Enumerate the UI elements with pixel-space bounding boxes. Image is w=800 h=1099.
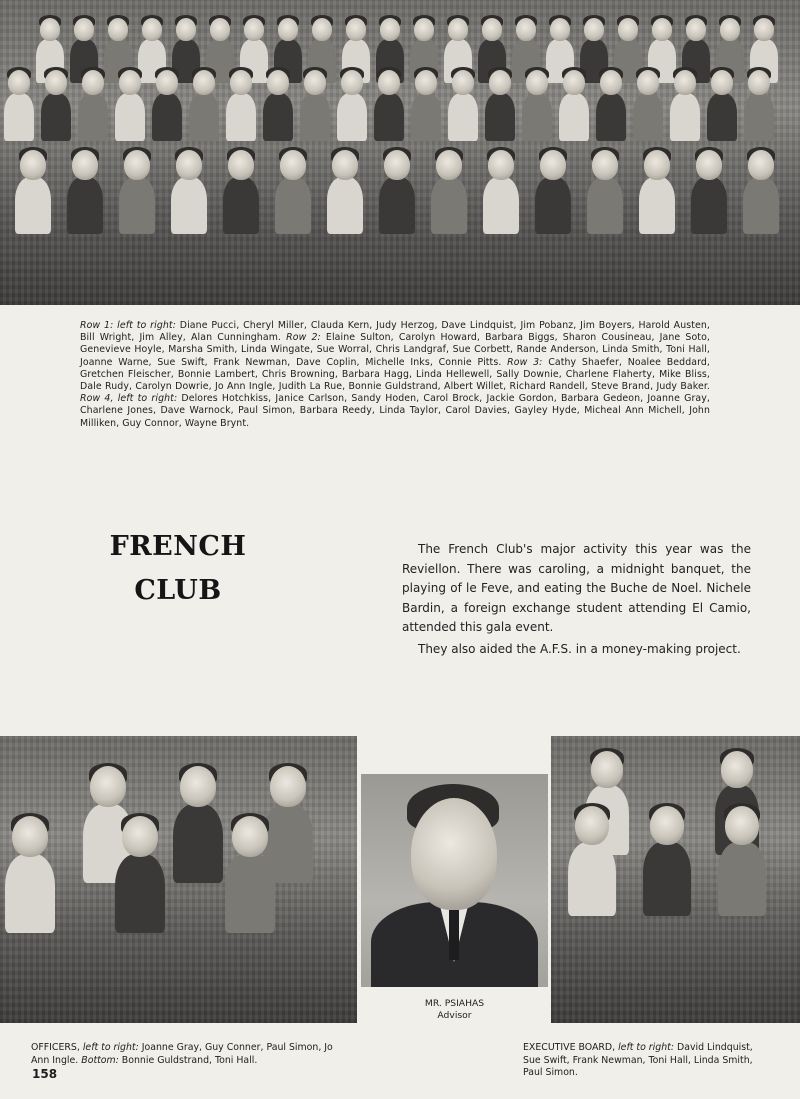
person-face (304, 70, 326, 95)
person-face (618, 18, 638, 41)
person-figure (559, 93, 590, 141)
person-face (74, 18, 94, 41)
person-figure (743, 177, 779, 234)
person-face (124, 150, 150, 180)
advisor-name: MR. PSIAHAS (424, 998, 485, 1009)
person-figure (568, 842, 616, 917)
person-face (332, 150, 358, 180)
person-face (40, 18, 60, 41)
executive-board-caption (523, 1042, 773, 1080)
caption-names: Cathy Shaefer, Noalee Beddard, Gretchen Fleischer, Bonnie Lambert, Chris Browning, Barbara Hagg, Linda Hellewell, Sally Downie, Charlene Flaherty, Mike Bliss, Dale Rudy, Carolyn Dowrie, Jo Ann Ingle, Judith La Rue, Bonnie Guldstrand, Albert Willet, Richard Randell, Steve Brand, Judy Baker. (80, 356, 711, 393)
person-figure (327, 177, 363, 234)
caption-names: Diane Pucci, Cheryl Miller, Clauda Kern, Judy Herzog, Dave Lindquist, Jim Pobanz, Jim Boyers, Harold Austen, Bill Wright, Jim Alley, Alan Cunningham. (80, 320, 710, 344)
person-face (228, 150, 254, 180)
group-photo-caption (80, 320, 710, 430)
person-figure (300, 93, 331, 141)
advisor-caption (361, 998, 548, 1022)
club-title-line-2: CLUB (134, 575, 222, 606)
person-face (267, 70, 289, 95)
person-figure (374, 93, 405, 141)
club-title-line-1: FRENCH (109, 531, 247, 562)
person-face (210, 18, 230, 41)
officers-caption-lead: left to right: (82, 1042, 139, 1053)
person-face (108, 18, 128, 41)
person-figure (67, 177, 103, 234)
person-figure (115, 93, 146, 141)
person-face (711, 70, 733, 95)
person-figure (522, 93, 553, 141)
person-figure (115, 854, 165, 933)
person-figure (670, 93, 701, 141)
person-figure (5, 854, 55, 933)
person-face (82, 70, 104, 95)
person-face (720, 18, 740, 41)
person-face (482, 18, 502, 41)
club-description-paragraph-2: They also aided the A.F.S. in a money-making project. (418, 641, 741, 656)
advisor-role: Advisor (437, 1010, 472, 1021)
person-face (721, 751, 753, 788)
person-face (176, 150, 202, 180)
person-figure (691, 177, 727, 234)
person-figure (263, 93, 294, 141)
caption-row-label: Row 2: (286, 332, 321, 344)
person-face (232, 816, 268, 857)
person-face (696, 150, 722, 180)
executive-board-caption-label: EXECUTIVE BOARD, (523, 1042, 616, 1053)
person-figure (78, 93, 109, 141)
officers-caption (31, 1042, 351, 1067)
person-face (563, 70, 585, 95)
person-face (748, 150, 774, 180)
person-face (650, 806, 684, 845)
person-face (414, 18, 434, 41)
person-face (592, 150, 618, 180)
officers-photo (0, 736, 357, 1023)
page-number: 158 (32, 1067, 58, 1081)
person-face (748, 70, 770, 95)
person-figure (596, 93, 627, 141)
person-face (415, 70, 437, 95)
executive-board-caption-names: David Lindquist, Sue Swift, Frank Newman, Toni Hall, Linda Smith, Paul Simon. (523, 1042, 753, 1078)
person-face (526, 70, 548, 95)
person-figure (171, 177, 207, 234)
person-figure (4, 93, 35, 141)
person-face (12, 816, 48, 857)
person-figure (379, 177, 415, 234)
person-figure (173, 804, 223, 883)
person-face (378, 70, 400, 95)
person-face (230, 70, 252, 95)
person-face (280, 150, 306, 180)
person-face (119, 70, 141, 95)
person-face (72, 150, 98, 180)
person-figure (189, 93, 220, 141)
person-face (448, 18, 468, 41)
person-face (754, 18, 774, 41)
person-face (45, 70, 67, 95)
person-face (674, 70, 696, 95)
executive-board-caption-lead: left to right: (618, 1042, 674, 1053)
person-figure (225, 854, 275, 933)
person-face (244, 18, 264, 41)
person-face (8, 70, 30, 95)
person-face (278, 18, 298, 41)
person-face (550, 18, 570, 41)
person-face (156, 70, 178, 95)
person-face (341, 70, 363, 95)
caption-row-label: Row 3: (507, 356, 543, 368)
person-face (489, 70, 511, 95)
person-face (142, 18, 162, 41)
person-face (380, 18, 400, 41)
person-figure (448, 93, 479, 141)
person-figure (587, 177, 623, 234)
person-figure (707, 93, 738, 141)
person-figure (633, 93, 664, 141)
person-figure (485, 93, 516, 141)
caption-names: Delores Hotchkiss, Janice Carlson, Sandy Hoden, Carol Brock, Jackie Gordon, Barbara Gedeon, Joanne Gray, Charlene Jones, Dave Warnock, Paul Simon, Barbara Reedy, Linda Taylor, Carol Davies, Gayley Hyde, Micheal Ann Michell, John Milliken, Guy Connor, Wayne Brynt. (80, 393, 710, 429)
person-figure (535, 177, 571, 234)
person-face (270, 766, 306, 807)
person-face (452, 70, 474, 95)
officers-caption-bottom-label: Bottom: (81, 1054, 119, 1066)
caption-names: Elaine Sulton, Carolyn Howard, Barbara Biggs, Sharon Cousineau, Jane Soto, Genevieve Hoyle, Marsha Smith, Linda Wingate, Sue Worral, Chris Landgraf, Sue Corbett, Rande Anderson, Linda Smith, Toni Hall, Joanne Warne, Sue Swift, Frank Newman, Dave Coplin, Michelle Inks, Connie Pitts. (80, 332, 710, 368)
person-figure (411, 93, 442, 141)
officers-caption-bottom-names: Bonnie Guldstrand, Toni Hall. (118, 1054, 258, 1066)
person-figure (41, 93, 72, 141)
executive-board-photo (551, 736, 800, 1023)
person-face (600, 70, 622, 95)
person-figure (223, 177, 259, 234)
club-description-paragraph-1: The French Club's major activity this year was the Reviellon. There was caroling, a midnight banquet, the playing of le Feve, and eating the Buche de Noel. Nichele Bardin, a foreign exchange student attending El Camio, attended this gala event. (402, 542, 751, 634)
person-face (180, 766, 216, 807)
caption-row-label: Row 1: left to right: (80, 320, 176, 331)
person-figure (275, 177, 311, 234)
person-figure (226, 93, 257, 141)
person-face (644, 150, 670, 180)
person-face (488, 150, 514, 180)
person-face (176, 18, 196, 41)
person-figure (744, 93, 775, 141)
person-face (652, 18, 672, 41)
advisor-portrait (361, 774, 548, 987)
person-figure (639, 177, 675, 234)
person-figure (718, 842, 766, 917)
person-face (540, 150, 566, 180)
person-face (193, 70, 215, 95)
group-photo (0, 0, 800, 305)
person-figure (483, 177, 519, 234)
person-figure (643, 842, 691, 917)
person-face (312, 18, 332, 41)
person-face (122, 816, 158, 857)
person-figure (152, 93, 183, 141)
person-face (725, 806, 759, 845)
person-face (516, 18, 536, 41)
person-face (591, 751, 623, 788)
person-figure (119, 177, 155, 234)
person-face (20, 150, 46, 180)
person-figure (431, 177, 467, 234)
person-face (637, 70, 659, 95)
officers-caption-label: OFFICERS, (31, 1042, 80, 1053)
officers-caption-names: Joanne Gray, Guy Conner, Paul Simon, Jo Ann Ingle. (31, 1042, 333, 1066)
club-title (98, 525, 258, 613)
person-face (686, 18, 706, 41)
caption-row-label: Row 4, left to right: (80, 393, 178, 405)
club-description (402, 540, 751, 659)
person-figure (337, 93, 368, 141)
person-face (436, 150, 462, 180)
person-figure (15, 177, 51, 234)
person-face (384, 150, 410, 180)
person-face (575, 806, 609, 845)
person-face (584, 18, 604, 41)
person-face (90, 766, 126, 807)
person-face (346, 18, 366, 41)
